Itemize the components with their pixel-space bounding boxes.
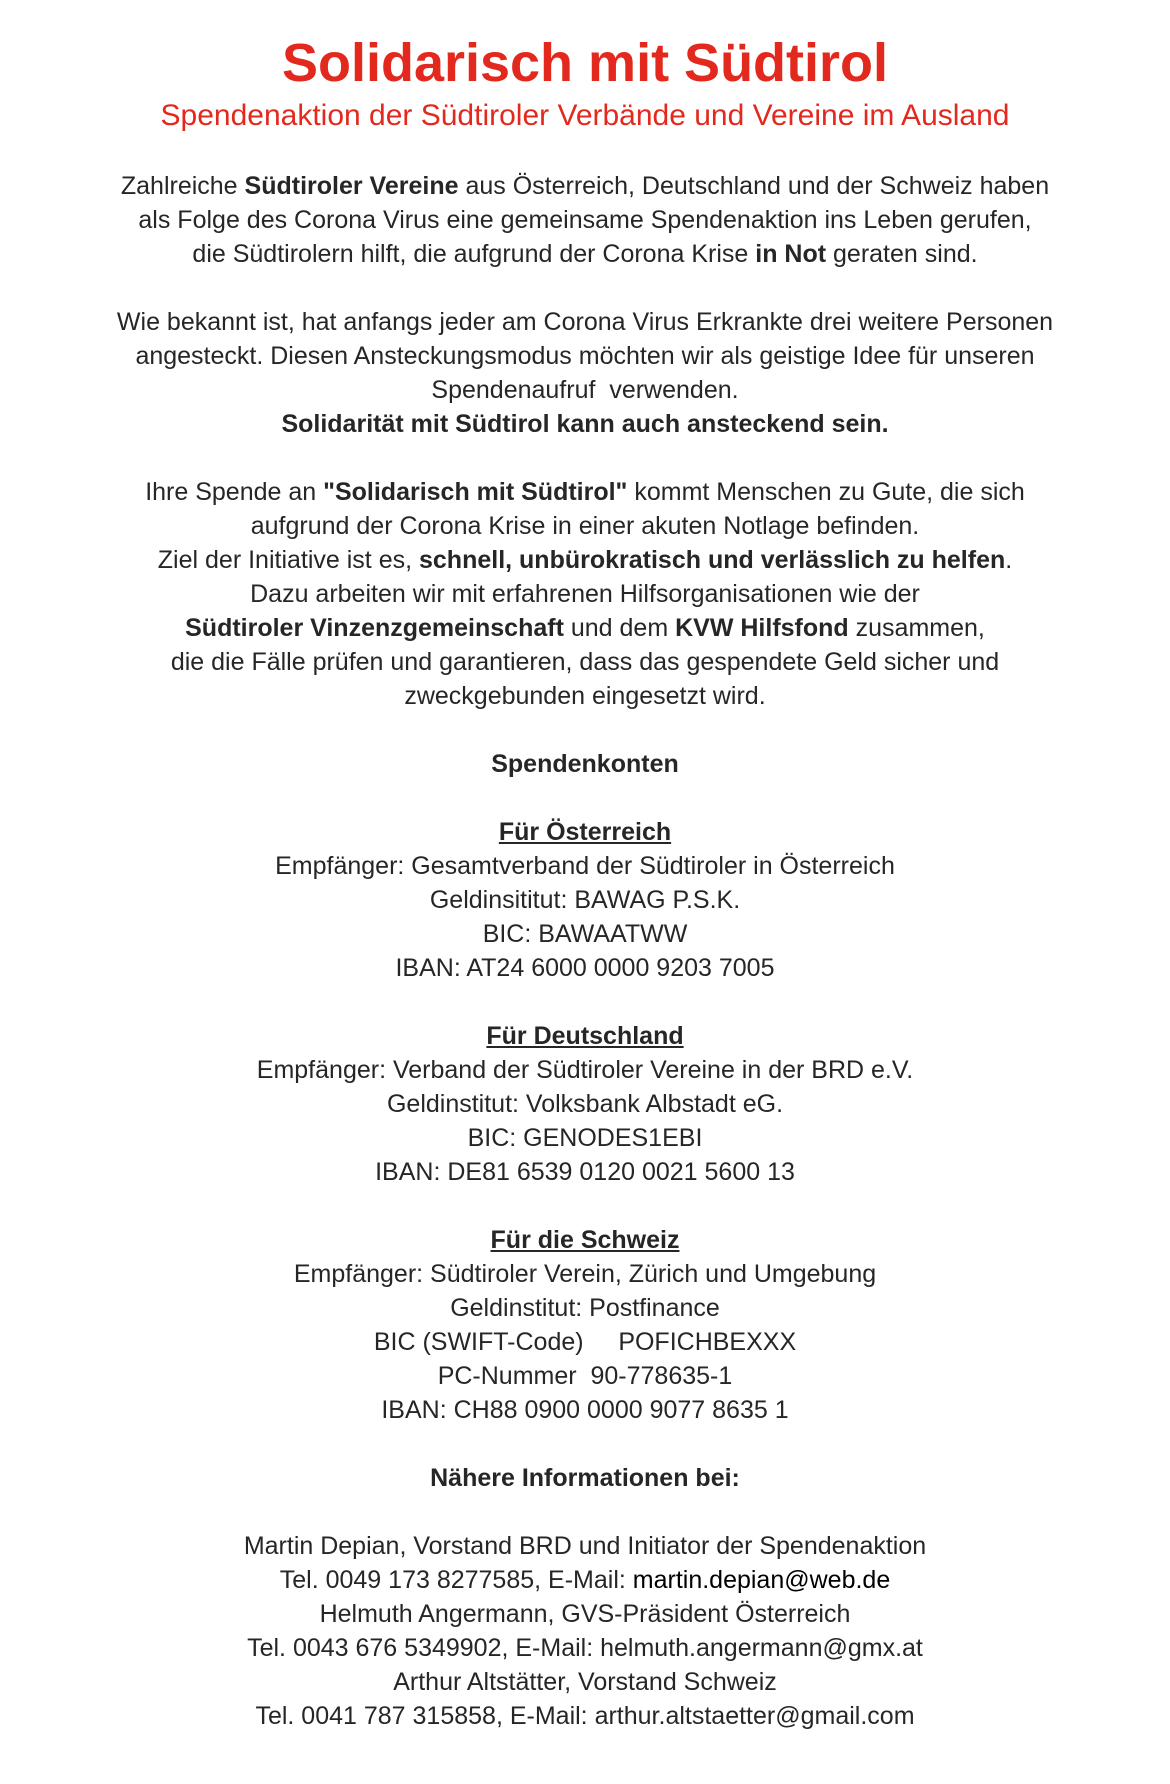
info-heading: Nähere Informationen bei: [430,1464,740,1492]
switzerland-pc-number: PC-Nummer 90-778635-1 [437,1362,733,1390]
contact-email-link[interactable]: helmuth.angermann@gmx.at [600,1634,923,1662]
contagion-line-2: angesteckt. Diesen Ansteckungsmodus möchten wir als geistige Idee für unseren [135,342,1035,370]
austria-bic: BIC: BAWAATWW [482,920,688,948]
contact-email-link[interactable]: arthur.altstaetter@gmail.com [594,1702,915,1730]
page-title: Solidarisch mit Südtirol [281,33,889,93]
page-subtitle: Spendenaktion der Südtiroler Verbände und Vereine im Ausland [160,99,1010,132]
germany-iban: IBAN: DE81 6539 0120 0021 5600 13 [375,1158,795,1186]
switzerland-bic: BIC (SWIFT-Code) POFICHBEXXX [373,1328,797,1356]
germany-heading: Für Deutschland [486,1022,684,1050]
germany-recipient: Empfänger: Verband der Südtiroler Vereine in der BRD e.V. [256,1056,914,1084]
intro-line-1: Zahlreiche Südtiroler Vereine aus Österreich, Deutschland und der Schweiz haben [120,172,1050,200]
donation-line-7: zweckgebunden eingesetzt wird. [404,682,766,710]
contagion-paragraph [20,305,1150,441]
contact-tel-line: Tel. 0049 173 8277585, E-Mail: martin.depian@web.de [279,1566,891,1594]
contact-tel-line: Tel. 0041 787 315858, E-Mail: arthur.altstaetter@gmail.com [255,1702,915,1730]
donation-line-3: Ziel der Initiative ist es, schnell, unbürokratisch und verlässlich zu helfen. [157,546,1013,574]
contact-tel-line: Tel. 0043 676 5349902, E-Mail: helmuth.angermann@gmx.at [247,1634,923,1662]
austria-recipient: Empfänger: Gesamtverband der Südtiroler in Österreich [275,852,895,880]
intro-line-2: als Folge des Corona Virus eine gemeinsame Spendenaktion ins Leben gerufen, [138,206,1032,234]
accounts-heading: Spendenkonten [491,750,679,778]
contagion-slogan: Solidarität mit Südtirol kann auch ansteckend sein. [281,410,889,438]
account-austria [20,815,1150,985]
contact-name: Martin Depian, Vorstand BRD und Initiator der Spendenaktion [243,1532,927,1560]
germany-bank: Geldinstitut: Volksbank Albstadt eG. [386,1090,784,1118]
account-switzerland [20,1223,1150,1427]
contact-name: Arthur Altstätter, Vorstand Schweiz [393,1668,777,1696]
intro-line-3: die Südtirolern hilft, die aufgrund der Corona Krise in Not geraten sind. [192,240,978,268]
contact-name: Helmuth Angermann, GVS-Präsident Österreich [319,1600,851,1628]
switzerland-heading: Für die Schweiz [490,1226,680,1254]
account-germany [20,1019,1150,1189]
contagion-line-1: Wie bekannt ist, hat anfangs jeder am Corona Virus Erkrankte drei weitere Personen [116,308,1054,336]
contacts-list [20,1529,1150,1733]
intro-paragraph [20,169,1150,271]
austria-iban: IBAN: AT24 6000 0000 9203 7005 [395,954,775,982]
contagion-line-3: Spendenaufruf verwenden. [431,376,739,404]
austria-bank: Geldinsititut: BAWAG P.S.K. [429,886,741,914]
contact-email-link[interactable]: martin.depian@web.de [632,1566,891,1594]
donation-paragraph [20,475,1150,713]
donation-line-1: Ihre Spende an "Solidarisch mit Südtirol" kommt Menschen zu Gute, die sich [145,478,1025,506]
switzerland-bank: Geldinstitut: Postfinance [450,1294,720,1322]
donation-line-5: Südtiroler Vinzenzgemeinschaft und dem KVW Hilfsfond zusammen, [185,614,985,642]
donation-line-2: aufgrund der Corona Krise in einer akuten Notlage befinden. [250,512,920,540]
donation-line-6: die die Fälle prüfen und garantieren, dass das gespendete Geld sicher und [170,648,1000,676]
donation-line-4: Dazu arbeiten wir mit erfahrenen Hilfsorganisationen wie der [250,580,920,608]
switzerland-recipient: Empfänger: Südtiroler Verein, Zürich und Umgebung [293,1260,877,1288]
austria-heading: Für Österreich [498,818,672,846]
germany-bic: BIC: GENODES1EBI [467,1124,703,1152]
switzerland-iban: IBAN: CH88 0900 0000 9077 8635 1 [381,1396,789,1424]
